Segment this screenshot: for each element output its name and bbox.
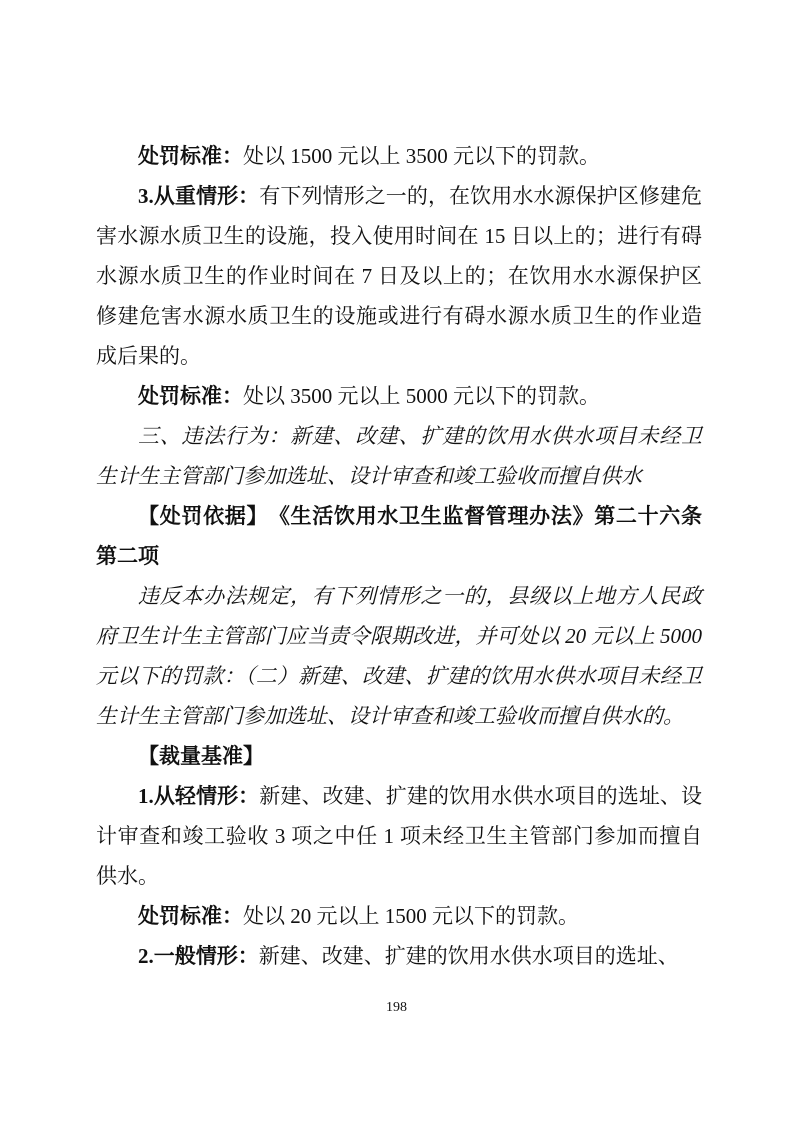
paragraph-text: 违反本办法规定，有下列情形之一的，县级以上地方人民政府卫生计生主管部门应当责令限期改进，并可处以 20 元以上 5000 元以下的罚款：（二）新建、改建、扩建的饮用水供水项目未经卫生计生主管部门参加选址、设计审查和竣工验收而擅自供水的。 (96, 584, 702, 728)
page-number: 198 (386, 1000, 407, 1015)
paragraph-lead: 【处罚依据】 《生活饮用水卫生监督管理办法》第二十六条第二项 (96, 504, 702, 568)
document-body (96, 136, 702, 976)
paragraph-text: 有下列情形之一的，在饮用水水源保护区修建危害水源水质卫生的设施，投入使用时间在 15 日以上的；进行有碍水源水质卫生的作业时间在 7 日及以上的；在饮用水水源保护区修建危害水源水质卫生的设施或进行有碍水源水质卫生的作业造成后果的。 (96, 184, 703, 368)
paragraph-penalty-standard-1 (96, 136, 702, 176)
paragraph-penalty-standard-2 (96, 376, 702, 416)
paragraph-regulation-quote (96, 576, 702, 736)
paragraph-lead: 【裁量基准】 (138, 744, 264, 768)
paragraph-penalty-basis-heading (96, 496, 702, 576)
paragraph-text: 新建、改建、扩建的饮用水供水项目的选址、 (258, 944, 679, 968)
paragraph-lead: 处罚标准： (138, 384, 243, 408)
paragraph-text: 处以 1500 元以上 3500 元以下的罚款。 (243, 144, 600, 168)
paragraph-lead: 3.从重情形： (138, 184, 260, 208)
paragraph-discretion-benchmark-heading (96, 736, 702, 776)
paragraph-general-circumstance (96, 936, 702, 976)
paragraph-text: 新建、改建、扩建的饮用水供水项目的选址、设计审查和竣工验收 3 项之中任 1 项未经卫生主管部门参加而擅自供水。 (96, 784, 703, 888)
paragraph-lead: 处罚标准： (138, 144, 243, 168)
paragraph-lead: 2.一般情形： (138, 944, 259, 968)
paragraph-text: 处以 20 元以上 1500 元以下的罚款。 (243, 904, 579, 928)
paragraph-text: 处以 3500 元以上 5000 元以下的罚款。 (243, 384, 600, 408)
paragraph-mitigating-circumstance (96, 776, 702, 896)
paragraph-illegal-act (96, 416, 702, 496)
paragraph-text: 三、违法行为：新建、改建、扩建的饮用水供水项目未经卫生计生主管部门参加选址、设计审查和竣工验收而擅自供水 (96, 424, 702, 488)
paragraph-lead: 1.从轻情形： (138, 784, 260, 808)
paragraph-penalty-standard-3 (96, 896, 702, 936)
paragraph-lead: 处罚标准： (138, 904, 243, 928)
paragraph-aggravating-circumstance (96, 176, 702, 376)
